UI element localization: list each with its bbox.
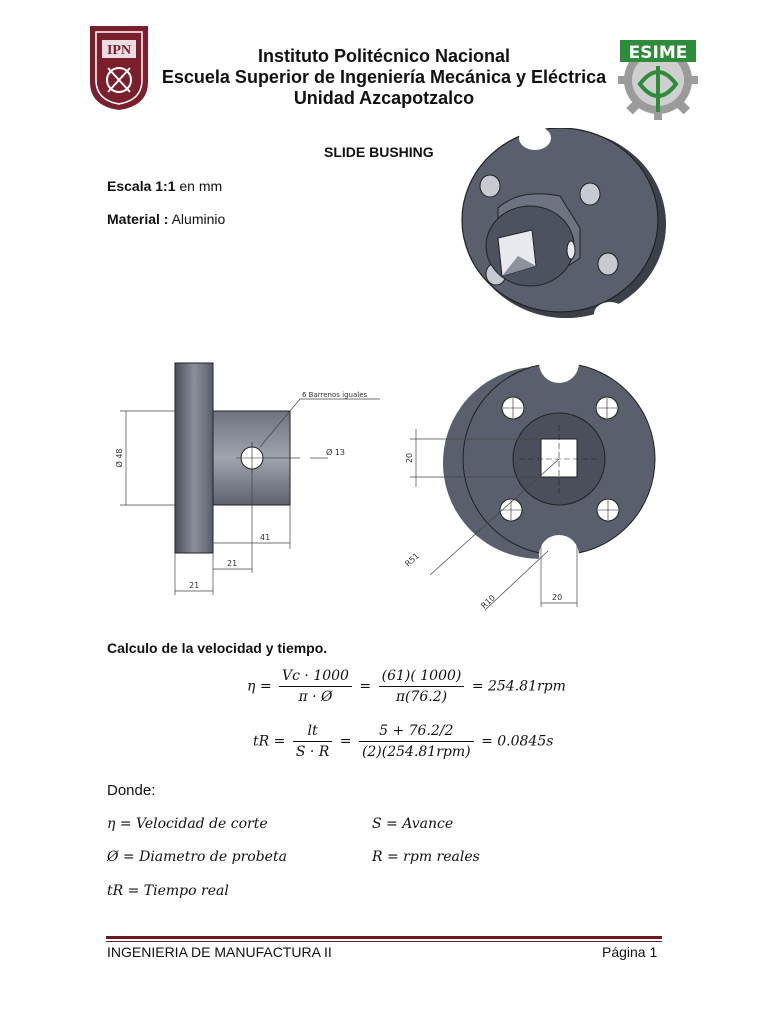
def-eta: η = Velocidad de corte	[107, 816, 268, 832]
note-holes: 6 Barrenos iguales	[302, 391, 368, 399]
scale-line	[107, 178, 222, 194]
dim-41: 41	[260, 533, 271, 542]
footer-course: INGENIERIA DE MANUFACTURA II	[107, 944, 332, 960]
material-value: Aluminio	[171, 211, 226, 227]
eq1-den2: π(76.2)	[379, 686, 465, 705]
dim-21a: 21	[227, 559, 238, 568]
donde-label: Donde:	[107, 782, 156, 799]
eq2-den1: S · R	[293, 741, 332, 760]
def-phi: Ø = Diametro de probeta	[107, 849, 287, 865]
equation-time: tR = $\frac{lt}{S \cdot R}$ = $\frac{5 + 76.2/2}{\text{(2)(254.81rpm)}}$ = 0.0845s	[253, 723, 554, 760]
material-label: Material :	[107, 211, 169, 227]
eq1-den1: π · Ø	[279, 686, 352, 705]
school-name: Escuela Superior de Ingeniería Mecánica y Eléctrica	[161, 67, 607, 87]
eq1-fraction-2	[379, 668, 465, 705]
eq1-fraction-1	[279, 668, 352, 705]
footer-rule-thin	[106, 941, 662, 942]
dim-r10: R10	[479, 593, 498, 611]
material-line	[107, 211, 225, 227]
scale-unit: en mm	[179, 178, 223, 194]
dim-20-vertical: 20	[405, 452, 414, 464]
eq1-num2: (61)( 1000)	[381, 668, 462, 684]
eq2-result: = 0.0845s	[481, 733, 554, 750]
eq2-den2: (2)(254.81rpm)	[359, 741, 474, 760]
def-r: R = rpm reales	[372, 849, 480, 865]
eq2-num1: lt	[307, 723, 318, 739]
front-view-drawing	[400, 355, 670, 615]
eq2-fraction-2	[359, 723, 474, 760]
footer-rule	[106, 936, 662, 939]
eq1-result: = 254.81rpm	[471, 678, 566, 695]
calc-heading: Calculo de la velocidad y tiempo.	[107, 640, 328, 656]
scale-label: Escala 1:1	[107, 178, 176, 194]
esime-logo-text: ESIME	[628, 43, 688, 63]
side-view-drawing	[100, 355, 400, 605]
dim-20-horizontal: 20	[552, 593, 563, 602]
ipn-logo-text: IPN	[106, 43, 132, 58]
footer-page-number: Página 1	[602, 944, 658, 960]
campus-name: Unidad Azcapotzalco	[293, 88, 475, 108]
part-title: SLIDE BUSHING	[324, 144, 434, 160]
equation-speed: η = $\frac{Vc \cdot 1000}{\pi \cdot Ø}$ = $\frac{(61)( 1000)}{\pi(76.2)}$ = 254.81rpm	[247, 668, 566, 705]
dim-d48: Ø 48	[115, 448, 124, 468]
def-tr: tR = Tiempo real	[107, 883, 229, 899]
isometric-view	[440, 128, 670, 328]
dim-21b: 21	[189, 581, 200, 590]
def-s: S = Avance	[372, 816, 454, 832]
eq1-lhs: η	[247, 678, 256, 695]
eq2-lhs: tR	[253, 733, 270, 750]
eq2-num2: 5 + 76.2/2	[379, 723, 454, 739]
eq1-num1: Vc · 1000	[282, 668, 349, 684]
eq2-fraction-1	[293, 723, 332, 760]
institution-name: Instituto Politécnico Nacional	[257, 46, 511, 66]
dim-r51: R51	[403, 551, 422, 569]
dim-d13: Ø 13	[326, 448, 346, 457]
